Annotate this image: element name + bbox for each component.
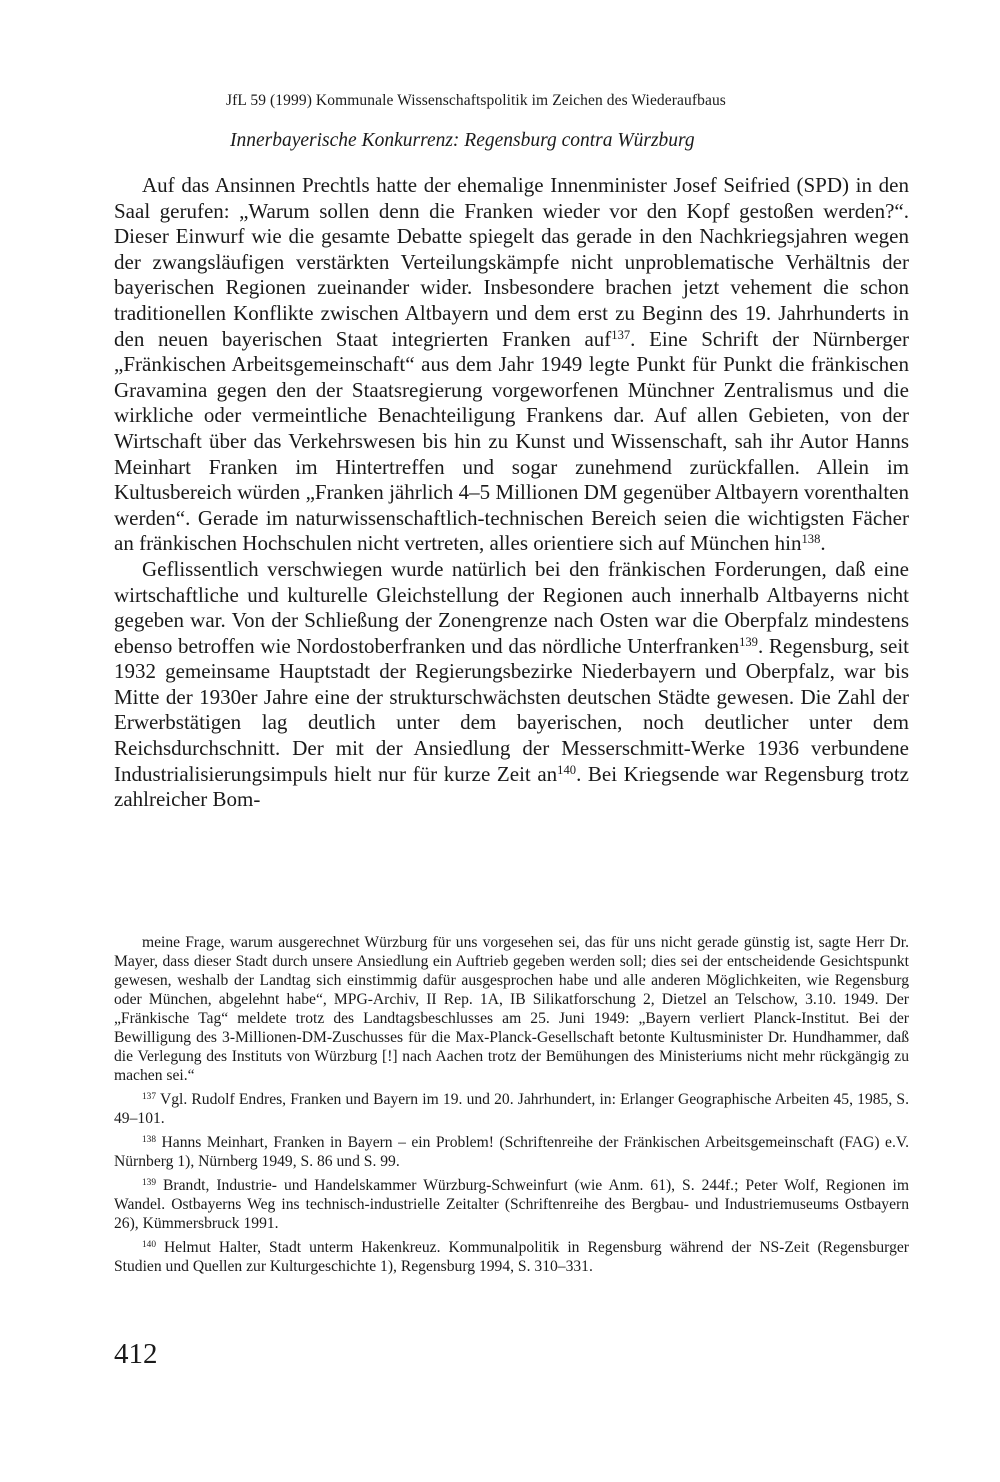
- footnote-138: [114, 1133, 909, 1171]
- footnote-text: Hanns Meinhart, Franken in Bayern – ein Problem! (Schriftenreihe der Fränkischen Arbeitsgemeinschaft (FAG) e.V. Nürnberg 1), Nürnberg 1949, S. 86 und S. 99.: [114, 1134, 909, 1170]
- footnote-text: Brandt, Industrie- und Handelskammer Würzburg-Schweinfurt (wie Anm. 61), S. 244f.; Peter Wolf, Regionen im Wandel. Ostbayerns Weg ins technisch-industrielle Zeitalter (Schriftenreihe des Bergbau- und Industriemuseums Ostbayern 26), Kümmersbruck 1991.: [114, 1177, 909, 1232]
- paragraph-1-text-c: .: [820, 531, 826, 556]
- footnote-ref-138: 138: [801, 532, 821, 547]
- running-head: JfL 59 (1999) Kommunale Wissenschaftspolitik im Zeichen des Wiederaufbaus: [226, 92, 726, 109]
- paragraph-1-text-a: Auf das Ansinnen Prechtls hatte der ehemalige Innenminister Josef Seifried (SPD) in den Saal gerufen: „Warum sollen denn die Franken wieder vor den Kopf gestoßen werden?“. Dieser Einwurf wie die gesamte Debatte spiegelt das gerade in den Nachkriegsjahren wegen der zwangsläufigen verstärkten Verteilungskämpfe nicht unproblematische Verhältnis der bayerischen Regionen zueinander wider. Insbesondere brachen jetzt vehement die schon traditionellen Konflikte zwischen Altbayern und dem erst zu Beginn des 19. Jahrhunderts in den neuen bayerischen Staat integrierten Franken auf: [114, 173, 909, 351]
- page-number: 412: [114, 1338, 158, 1370]
- footnote-ref-140: 140: [557, 762, 577, 777]
- footnote-continuation: meine Frage, warum ausgerechnet Würzburg für uns vorgesehen sei, das für uns nicht gerade günstig ist, sagte Herr Dr. Mayer, dass dieser Stadt durch unsere Ansiedlung ein Auftrieb gegeben werden soll; dies sei der entscheidende Gesichtspunkt gewesen, weshalb der Landtag sich einstimmig dafür ausgesprochen habe und alle anderen Möglichkeiten, wie Regensburg oder München, abgelehnt habe“, MPG-Archiv, II Rep. 1A, IB Silikatforschung 2, Dietzel an Telschow, 3.10. 1949. Der „Fränkische Tag“ meldete trotz des Landtagsbeschlusses am 25. Juni 1949: „Bayern verliert Planck-Institut. Bei der Bewilligung des 3-Millionen-DM-Zuschusses für die Max-Planck-Gesellschaft betonte Kultusminister Dr. Hundhammer, daß die Verlegung des Instituts von Würzburg [!] nach Aachen trotz der Bemühungen des Ministeriums nicht mehr rückgängig zu machen sei.“: [114, 934, 909, 1084]
- footnote-ref-137: 137: [611, 327, 631, 342]
- footnote-140: [114, 1238, 909, 1276]
- paragraph-1: [114, 173, 909, 557]
- paragraph-2-text-a: Geflissentlich verschwiegen wurde natürlich bei den fränkischen Forderungen, daß eine wirtschaftliche und kulturelle Gleichstellung der Regionen auch innerhalb Altbayerns nicht gegeben war. Von der Schließung der Zonengrenze nach Osten war die Oberpfalz mindestens ebenso betroffen wie Nordostoberfranken und das nördliche Unterfranken: [114, 556, 909, 658]
- body-text: [114, 173, 909, 813]
- footnote-ref-139: 139: [739, 634, 758, 649]
- paragraph-1-text-b: . Eine Schrift der Nürnberger „Fränkischen Arbeitsgemeinschaft“ aus dem Jahr 1949 legte Punkt für Punkt die fränkischen Gravamina gegen den der Staatsregierung vorgeworfenen Münchner Zentralismus und die wirkliche oder vermeintliche Benachteiligung Frankens dar. Auf allen Gebieten, von der Wirtschaft über das Verkehrswesen bis hin zu Kunst und Wissenschaft, sah ihr Autor Hanns Meinhart Franken im Hintertreffen und sogar zunehmend zurückfallen. Allein im Kultusbereich würden „Franken jährlich 4–5 Millionen DM gegenüber Altbayern vorenthalten werden“. Gerade im naturwissenschaftlich-technischen Bereich seien die wichtigsten Fächer an fränkischen Hochschulen nicht vertreten, alles orientiere sich auf München hin: [114, 326, 910, 556]
- paragraph-2: [114, 557, 909, 813]
- footnote-137: [114, 1090, 909, 1128]
- footnote-number: 140: [142, 1239, 157, 1250]
- footnote-number: 137: [142, 1091, 157, 1102]
- paragraph-2-text-b: . Regensburg, seit 1932 gemeinsame Hauptstadt der Regierungsbezirke Niederbayern und Oberpfalz, war bis Mitte der 1930er Jahre eine der strukturschwächsten deutschen Städte gewesen. Die Zahl der Erwerbstätigen lag deutlich unter dem bayerischen, noch deutlicher unter dem Reichsdurchschnitt. Der mit der Ansiedlung der Messerschmitt-Werke 1936 verbundene Industrialisierungsimpuls hielt nur für kurze Zeit an: [114, 633, 909, 786]
- footnote-text: Vgl. Rudolf Endres, Franken und Bayern im 19. und 20. Jahrhundert, in: Erlanger Geographische Arbeiten 45, 1985, S. 49–101.: [114, 1091, 909, 1127]
- footnote-text: Helmut Halter, Stadt unterm Hakenkreuz. Kommunalpolitik in Regensburg während der NS-Zeit (Regensburger Studien und Quellen zur Kulturgeschichte 1), Regensburg 1994, S. 310–331.: [114, 1239, 909, 1275]
- footnote-number: 138: [142, 1134, 157, 1145]
- footnotes: [114, 933, 909, 1281]
- paragraph-2-text-c: . Bei Kriegsende war Regensburg trotz zahlreicher Bom-: [114, 761, 909, 812]
- section-title: Innerbayerische Konkurrenz: Regensburg contra Würzburg: [230, 130, 695, 151]
- footnote-139: [114, 1176, 909, 1233]
- footnote-number: 139: [142, 1177, 157, 1188]
